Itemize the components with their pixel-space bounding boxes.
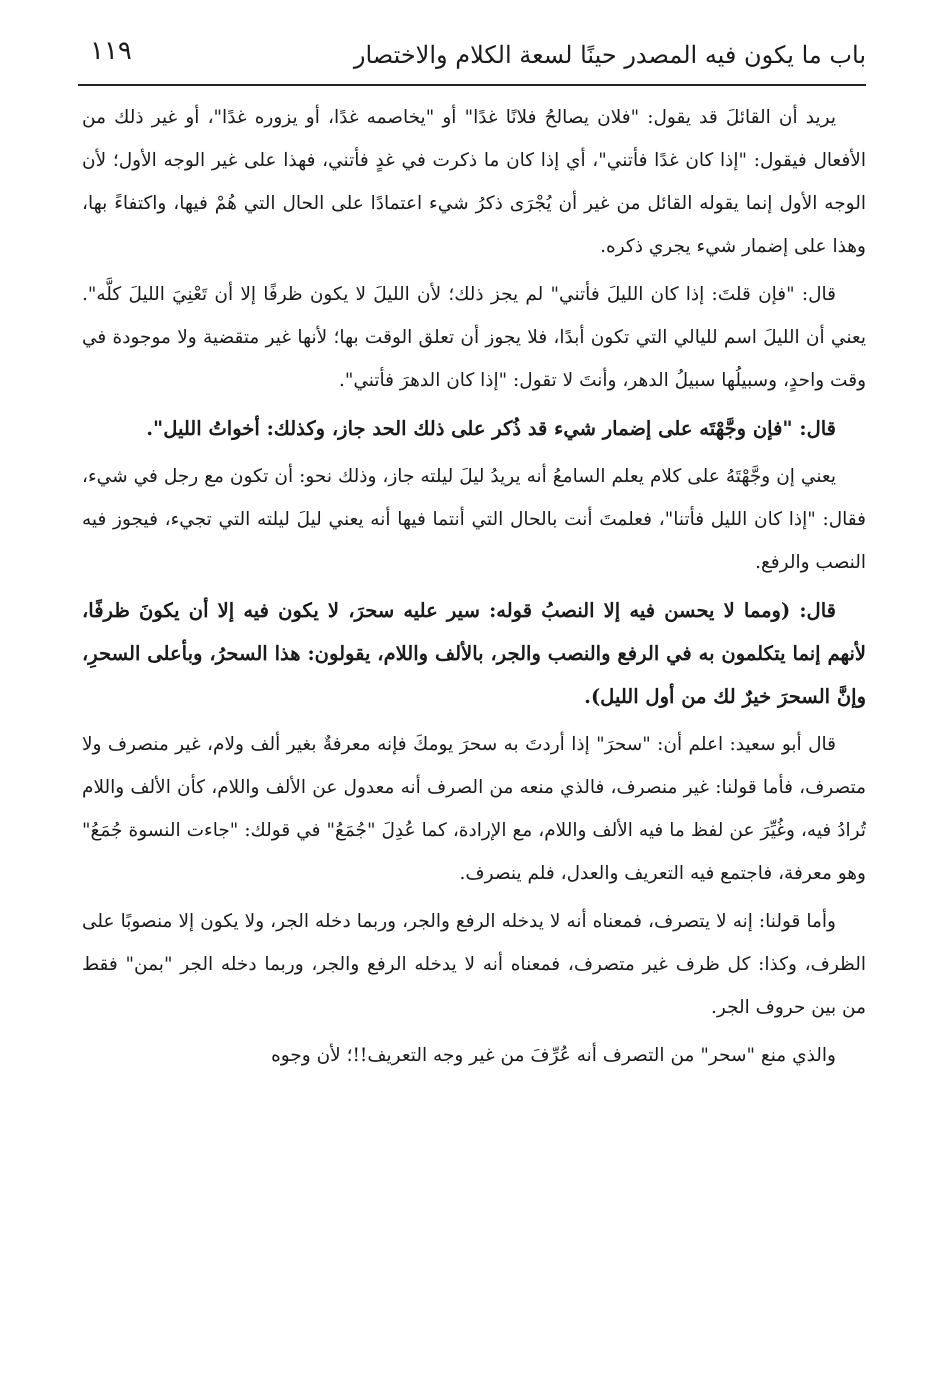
header-divider	[78, 84, 866, 86]
paragraph: يريد أن القائلَ قد يقول: "فلان يصالحُ فلانًا غدًا" أو "يخاصمه غدًا، أو يزوره غدًا"، أو غير ذلك من الأفعال فيقول: "إذا كان غدًا فأتني"، أي إذا كان ما ذكرت في غدٍ فأتني، فهذا على غير الوجه الأول؛ لأن الوجه الأول إنما يقوله القائل من غير أن يُجْرَى ذكرُ شيء اعتمادًا على الحال التي هُمْ فيها، واكتفاءً بها، وهذا على إضمار شيء يجري ذكره.	[82, 107, 866, 257]
chapter-title: باب ما يكون فيه المصدر حينًا لسعة الكلام والاختصار	[353, 41, 866, 69]
quoted-paragraph: قال: (ومما لا يحسن فيه إلا النصبُ قوله: سير عليه سحرَ، لا يكون فيه إلا أن يكونَ ظرفًا، لأنهم إنما يتكلمون به في الرفع والنصب والجر، بالألف واللام، يقولون: هذا السحرُ، وبأعلى السحرِ، وإنَّ السحرَ خيرٌ لك من أول الليل).	[82, 599, 866, 708]
running-header	[78, 30, 866, 80]
paragraph: قال: "فإن قلتَ: إذا كان الليلَ فأتني" لم يجز ذلك؛ لأن الليلَ لا يكون ظرفًا إلا أن تَعْنِيَ الليلَ كلَّه". يعني أن الليلَ اسم لليالي التي تكون أبدًا، فلا يجوز أن تعلق الوقت بها؛ لأنها غير متقضية ولا موجودة في وقت واحدٍ، وسبيلُها سبيلُ الدهر، وأنتَ لا تقول: "إذا كان الدهرَ فأتني".	[82, 284, 866, 391]
page-number: ١١٩	[90, 36, 132, 66]
paragraph: يعني إن وجَّهْتَهُ على كلام يعلم السامعُ أنه يريدُ ليلَ ليلته جاز، وذلك نحو: أن تكون مع رجل في شيء، فقال: "إذا كان الليل فأتنا"، فعلمتَ أنت بالحال التي أنتما فيها أنه يعني ليلَ ليلته التي تجيء، فيجوز فيه النصب والرفع.	[82, 466, 866, 573]
page-body	[82, 96, 866, 1082]
quoted-paragraph: قال: "فإن وجَّهْتَه على إضمار شيء قد ذُكر على ذلك الحد جاز، وكذلك: أخواتُ الليل".	[146, 417, 836, 440]
paragraph: وأما قولنا: إنه لا يتصرف، فمعناه أنه لا يدخله الرفع والجر، وربما دخله الجر، ولا يكون إلا منصوبًا على الظرف، وكذا: كل ظرف غير متصرف، فمعناه أنه لا يدخله الرفع والجر، وربما دخله الجر "بمن" فقط من بين حروف الجر.	[82, 911, 866, 1018]
paragraph: والذي منع "سحر" من التصرف أنه عُرِّفَ من غير وجه التعريف!!؛ لأن وجوه	[271, 1045, 836, 1066]
paragraph: قال أبو سعيد: اعلم أن: "سحرَ" إذا أردتَ به سحرَ يومكَ فإنه معرفةٌ بغير ألف ولام، غير منصرف ولا متصرف، فأما قولنا: غير منصرف، فالذي منعه من الصرف أنه معدول عن الألف واللام، كأن الألف واللام تُرادُ فيه، وغُيِّرَ عن لفظ ما فيه الألف واللام، مع الإرادة، كما عُدِلَ "جُمَعُ" في قولك: "جاءت النسوة جُمَعُ" وهو معرفة، فاجتمع فيه التعريف والعدل، فلم ينصرف.	[82, 734, 866, 884]
